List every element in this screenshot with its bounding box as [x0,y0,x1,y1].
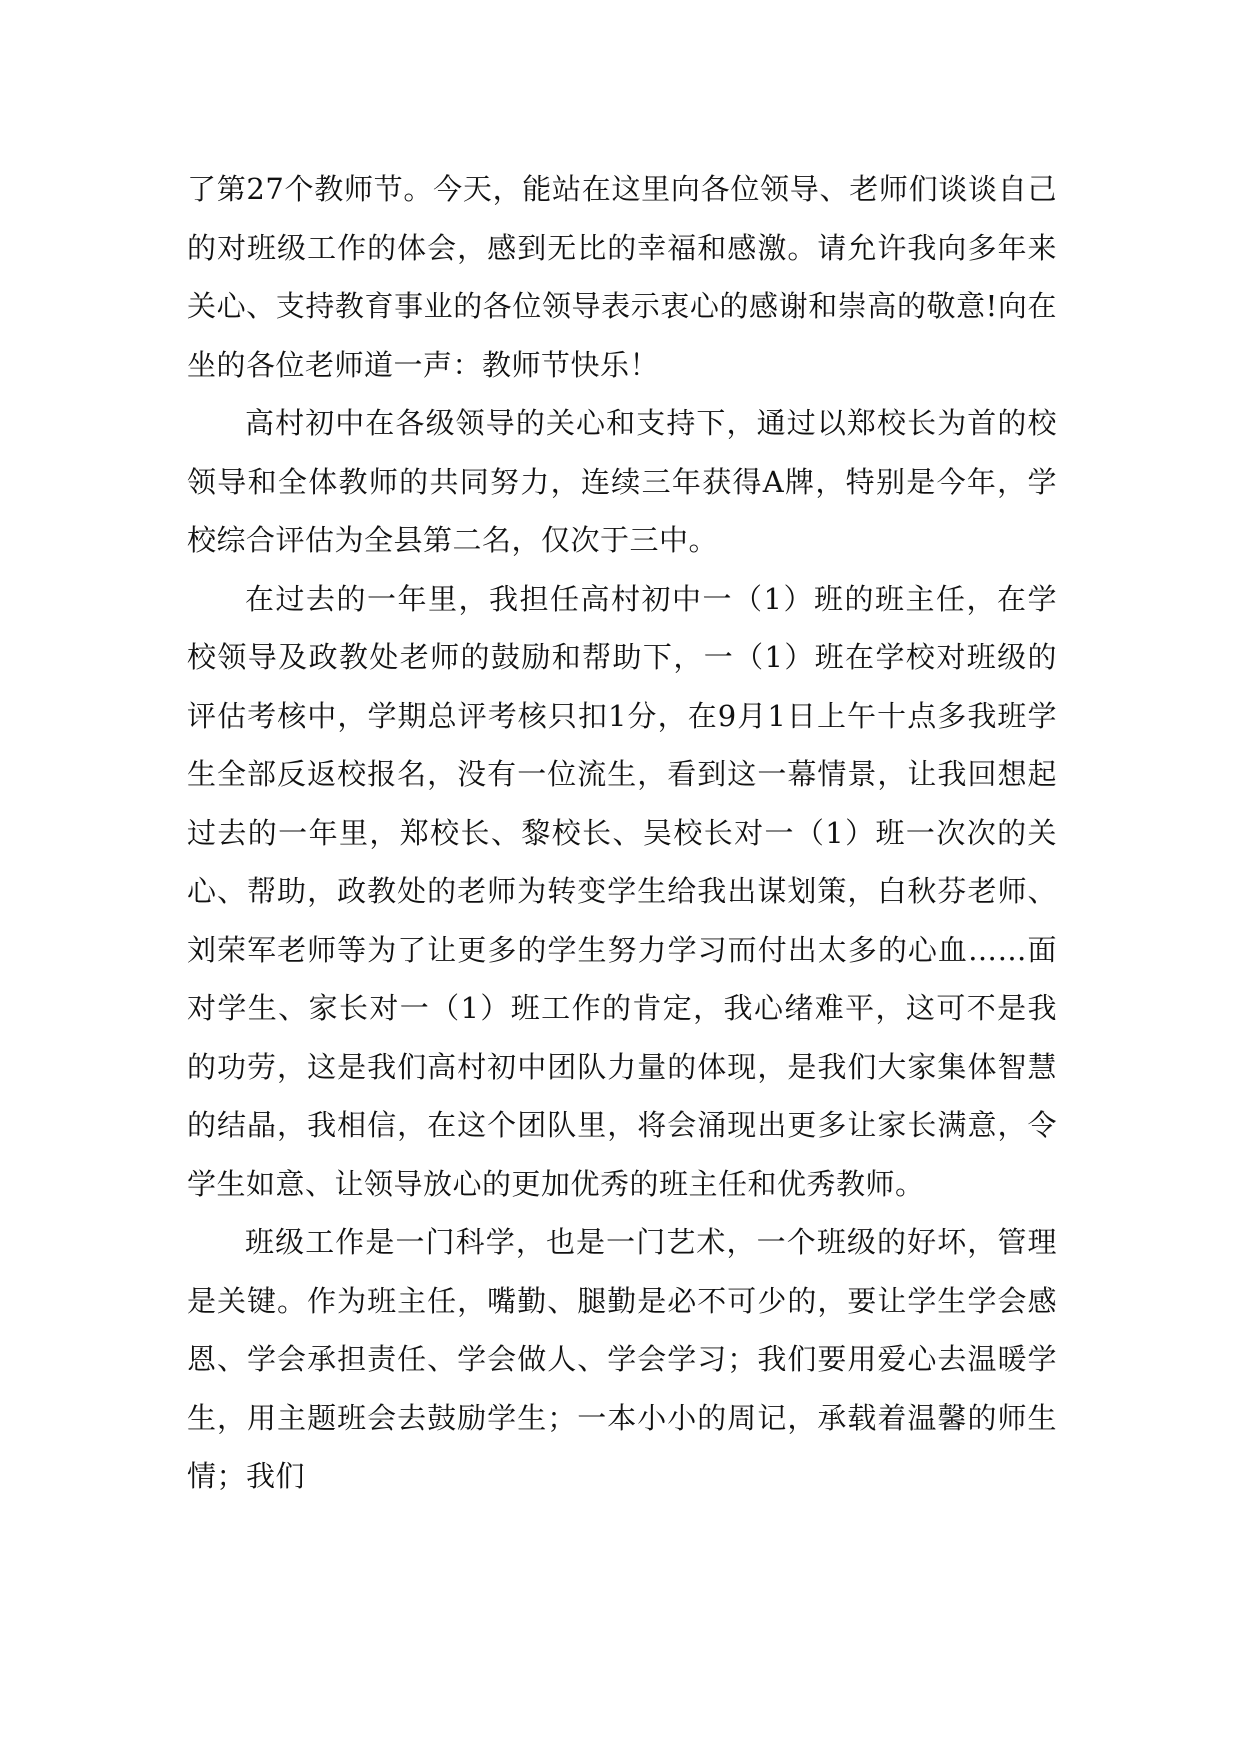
paragraph-school-achievement: 高村初中在各级领导的关心和支持下，通过以郑校长为首的校领导和全体教师的共同努力，连续三年获得A牌，特别是今年，学校综合评估为全县第二名，仅次于三中。 [187,406,1057,557]
paragraph-continuation: 了第27个教师节。今天，能站在这里向各位领导、老师们谈谈自己的对班级工作的体会，感到无比的幸福和感激。请允许我向多年来关心、支持教育事业的各位领导表示衷心的感谢和崇高的敬意!向在坐的各位老师道一声：教师节快乐！ [187,172,1057,382]
document-body [187,160,1057,1506]
paragraph-class-experience: 在过去的一年里，我担任高村初中一（1）班的班主任，在学校领导及政教处老师的鼓励和帮助下，一（1）班在学校对班级的评估考核中，学期总评考核只扣1分，在9月1日上午十点多我班学生全部反返校报名，没有一位流生，看到这一幕情景，让我回想起过去的一年里，郑校长、黎校长、吴校长对一（1）班一次次的关心、帮助，政教处的老师为转变学生给我出谋划策，白秋芬老师、刘荣军老师等为了让更多的学生努力学习而付出太多的心血……面对学生、家长对一（1）班工作的肯定，我心绪难平，这可不是我的功劳，这是我们高村初中团队力量的体现，是我们大家集体智慧的结晶，我相信，在这个团队里，将会涌现出更多让家长满意，令学生如意、让领导放心的更加优秀的班主任和优秀教师。 [187,581,1057,1201]
paragraph-class-management: 班级工作是一门科学，也是一门艺术，一个班级的好坏，管理是关键。作为班主任，嘴勤、腿勤是必不可少的，要让学生学会感恩、学会承担责任、学会做人、学会学习；我们要用爱心去温暖学生，用主题班会去鼓励学生；一本小小的周记，承载着温馨的师生情；我们 [187,1225,1057,1493]
